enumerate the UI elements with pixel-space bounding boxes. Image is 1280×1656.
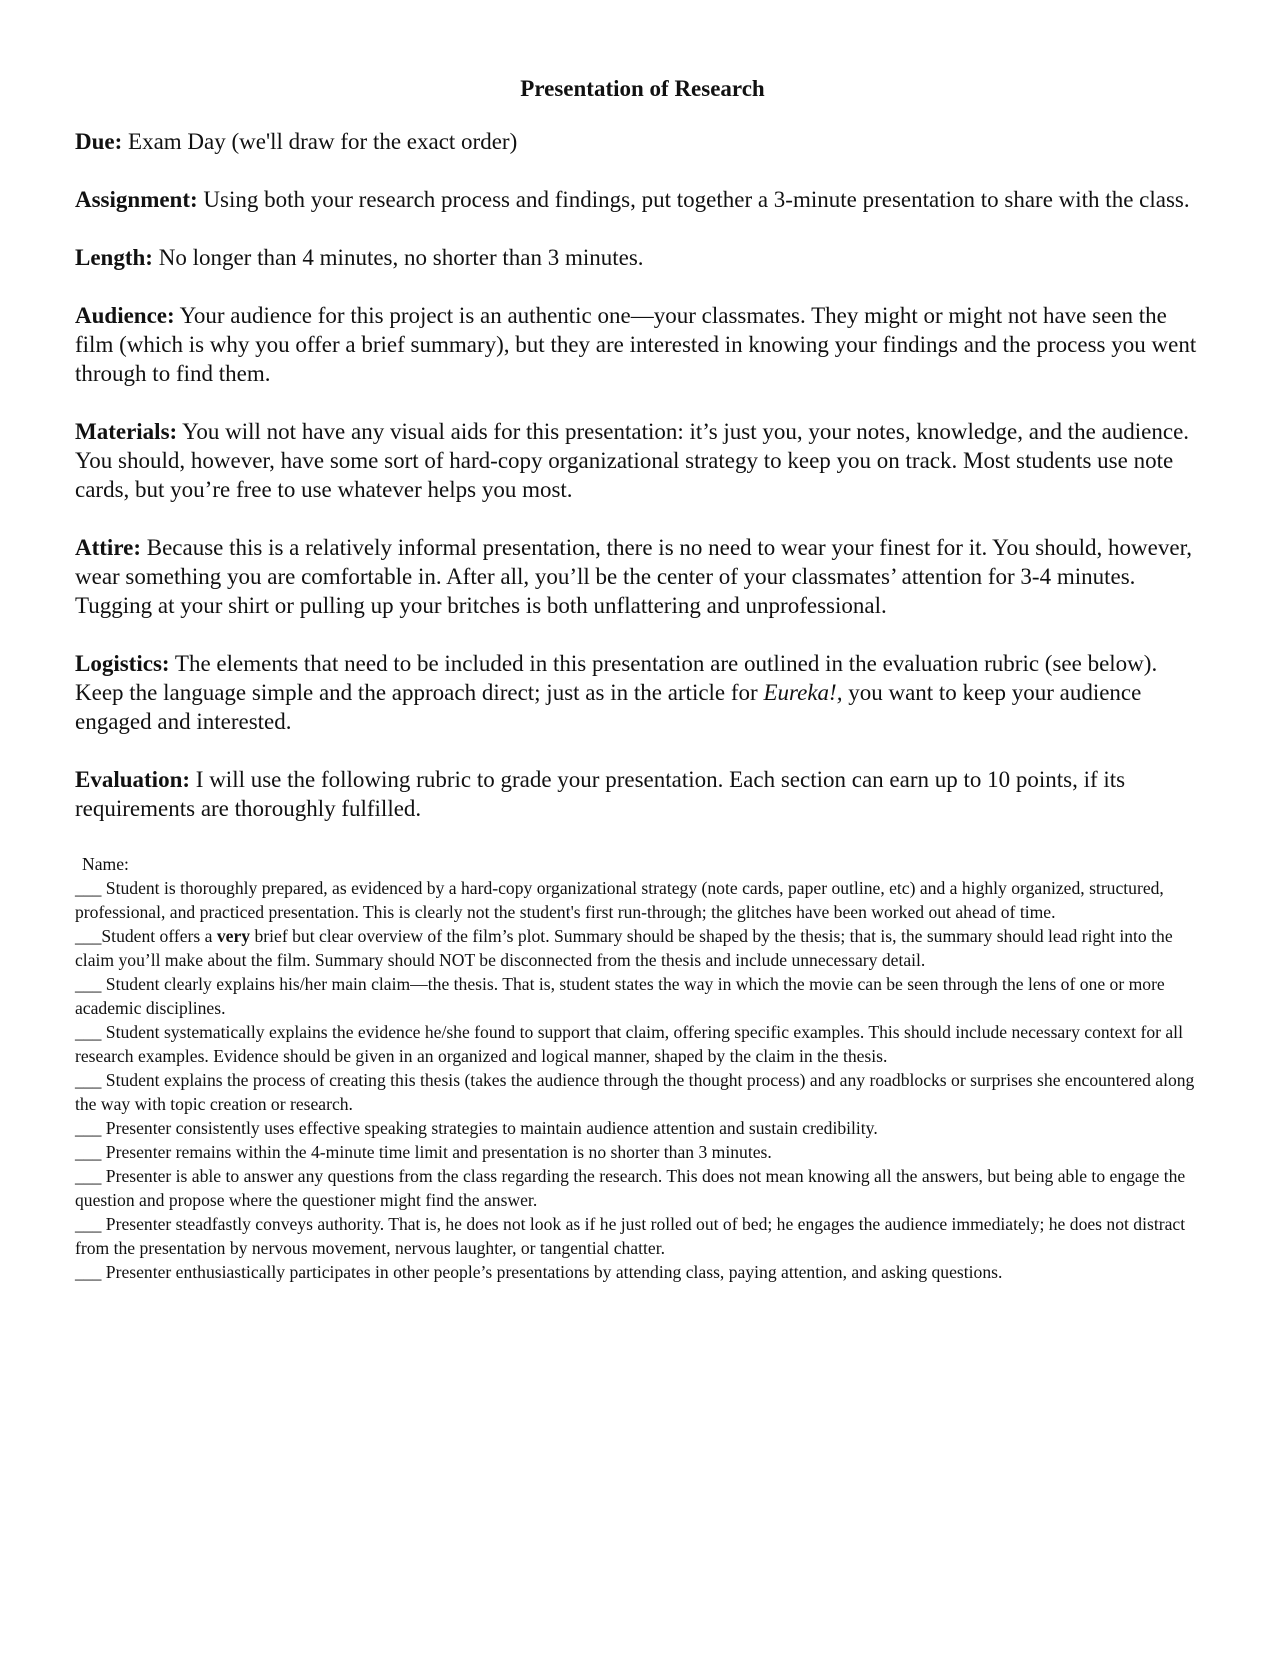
section-label: Evaluation:	[75, 767, 191, 792]
section-label: Logistics:	[75, 651, 170, 676]
section-text: No longer than 4 minutes, no shorter than 3 minutes.	[158, 245, 644, 270]
rubric-item	[75, 924, 1210, 972]
rubric-item-text: Presenter enthusiastically participates in other people’s presentations by attending class, paying attention, and asking questions.	[105, 1262, 1003, 1282]
rubric-item	[75, 1164, 1210, 1212]
rubric-item	[75, 1068, 1210, 1116]
section-materials	[75, 417, 1210, 504]
rubric-item-text: Presenter consistently uses effective speaking strategies to maintain audience attention and sustain credibility.	[105, 1118, 878, 1138]
rubric-emphasis: very	[216, 926, 251, 946]
section-label: Length:	[75, 245, 153, 270]
score-blank: ___	[75, 926, 102, 946]
rubric-item-text: Student is thoroughly prepared, as evidenced by a hard-copy organizational strategy (note cards, paper outline, etc) and a highly organized, structured, professional, and practiced presentation. This is clearly not the student's first run-through; the glitches have been worked out ahead of time.	[75, 878, 1164, 922]
section-text: Using both your research process and findings, put together a 3-minute presentation to share with the class.	[203, 187, 1190, 212]
section-label: Attire:	[75, 535, 141, 560]
section-length	[75, 243, 1210, 272]
score-blank: ___	[75, 1166, 102, 1186]
rubric-item	[75, 972, 1210, 1020]
rubric-item	[75, 1116, 1210, 1140]
document-title: Presentation of Research	[520, 76, 765, 101]
rubric-item	[75, 876, 1210, 924]
score-blank: ___	[75, 1142, 102, 1162]
section-attire	[75, 533, 1210, 620]
rubric-item-text-continued: brief but clear overview of the film’s plot. Summary should be shaped by the thesis; that is, the summary should lead right into the claim you’ll make about the film. Summary should NOT be disconnected from the thesis and include unnecessary detail.	[75, 926, 1173, 970]
score-blank: ___	[75, 1022, 102, 1042]
rubric-item-text: Student offers a	[101, 926, 213, 946]
rubric-item	[75, 1020, 1210, 1068]
section-label: Materials:	[75, 419, 178, 444]
score-blank: ___	[75, 1070, 102, 1090]
rubric-item-text: Presenter is able to answer any questions from the class regarding the research. This does not mean knowing all the answers, but being able to engage the question and propose where the questioner might find the answer.	[75, 1166, 1186, 1210]
rubric	[75, 852, 1210, 1284]
rubric-name-label: Name:	[82, 854, 129, 874]
score-blank: ___	[75, 1118, 102, 1138]
section-text: Exam Day (we'll draw for the exact order)	[128, 129, 518, 154]
section-label: Assignment:	[75, 187, 198, 212]
rubric-item-text: Student explains the process of creating this thesis (takes the audience through the thought process) and any roadblocks or surprises she encountered along the way with topic creation or research.	[75, 1070, 1195, 1114]
score-blank: ___	[75, 878, 102, 898]
rubric-item	[75, 1260, 1210, 1284]
rubric-item-text: Student systematically explains the evidence he/she found to support that claim, offering specific examples. This should include necessary context for all research examples. Evidence should be given in an organized and logical manner, shaped by the claim in the thesis.	[75, 1022, 1183, 1066]
section-text: I will use the following rubric to grade your presentation. Each section can earn up to 10 points, if its requirements are thoroughly fulfilled.	[75, 767, 1126, 821]
score-blank: ___	[75, 1262, 102, 1282]
section-text-continued: you want to keep your audience engaged and interested.	[75, 680, 1142, 734]
section-assignment	[75, 185, 1210, 214]
section-text: The elements that need to be included in this presentation are outlined in the evaluation rubric (see below). Keep the language simple and the approach direct; just as in the article for	[75, 651, 1158, 705]
score-blank: ___	[75, 974, 102, 994]
rubric-item-text: Presenter steadfastly conveys authority. That is, he does not look as if he just rolled out of bed; he engages the audience immediately; he does not distract from the presentation by nervous movement, nervous laughter, or tangential chatter.	[75, 1214, 1186, 1258]
section-label: Audience:	[75, 303, 175, 328]
section-logistics	[75, 649, 1210, 736]
section-text: Your audience for this project is an authentic one—your classmates. They might or might not have seen the film (which is why you offer a brief summary), but they are interested in knowing your findings and the process you went through to find them.	[75, 303, 1197, 386]
document-page	[75, 74, 1210, 1284]
section-label: Due:	[75, 129, 123, 154]
rubric-item-text: Presenter remains within the 4-minute time limit and presentation is no shorter than 3 minutes.	[105, 1142, 772, 1162]
section-evaluation	[75, 765, 1210, 823]
rubric-item-text: Student clearly explains his/her main claim—the thesis. That is, student states the way in which the movie can be seen through the lens of one or more academic disciplines.	[75, 974, 1165, 1018]
rubric-item	[75, 1212, 1210, 1260]
score-blank: ___	[75, 1214, 102, 1234]
section-text: You will not have any visual aids for this presentation: it’s just you, your notes, knowledge, and the audience. You should, however, have some sort of hard-copy organizational strategy to keep you on track. Most students use note cards, but you’re free to use whatever helps you most.	[75, 419, 1190, 502]
section-due	[75, 127, 1210, 156]
magazine-title: Eureka!,	[763, 680, 843, 705]
section-audience	[75, 301, 1210, 388]
section-text: Because this is a relatively informal presentation, there is no need to wear your finest for it. You should, however, wear something you are comfortable in. After all, you’ll be the center of your classmates’ attention for 3-4 minutes. Tugging at your shirt or pulling up your britches is both unflattering and unprofessional.	[75, 535, 1193, 618]
rubric-item	[75, 1140, 1210, 1164]
